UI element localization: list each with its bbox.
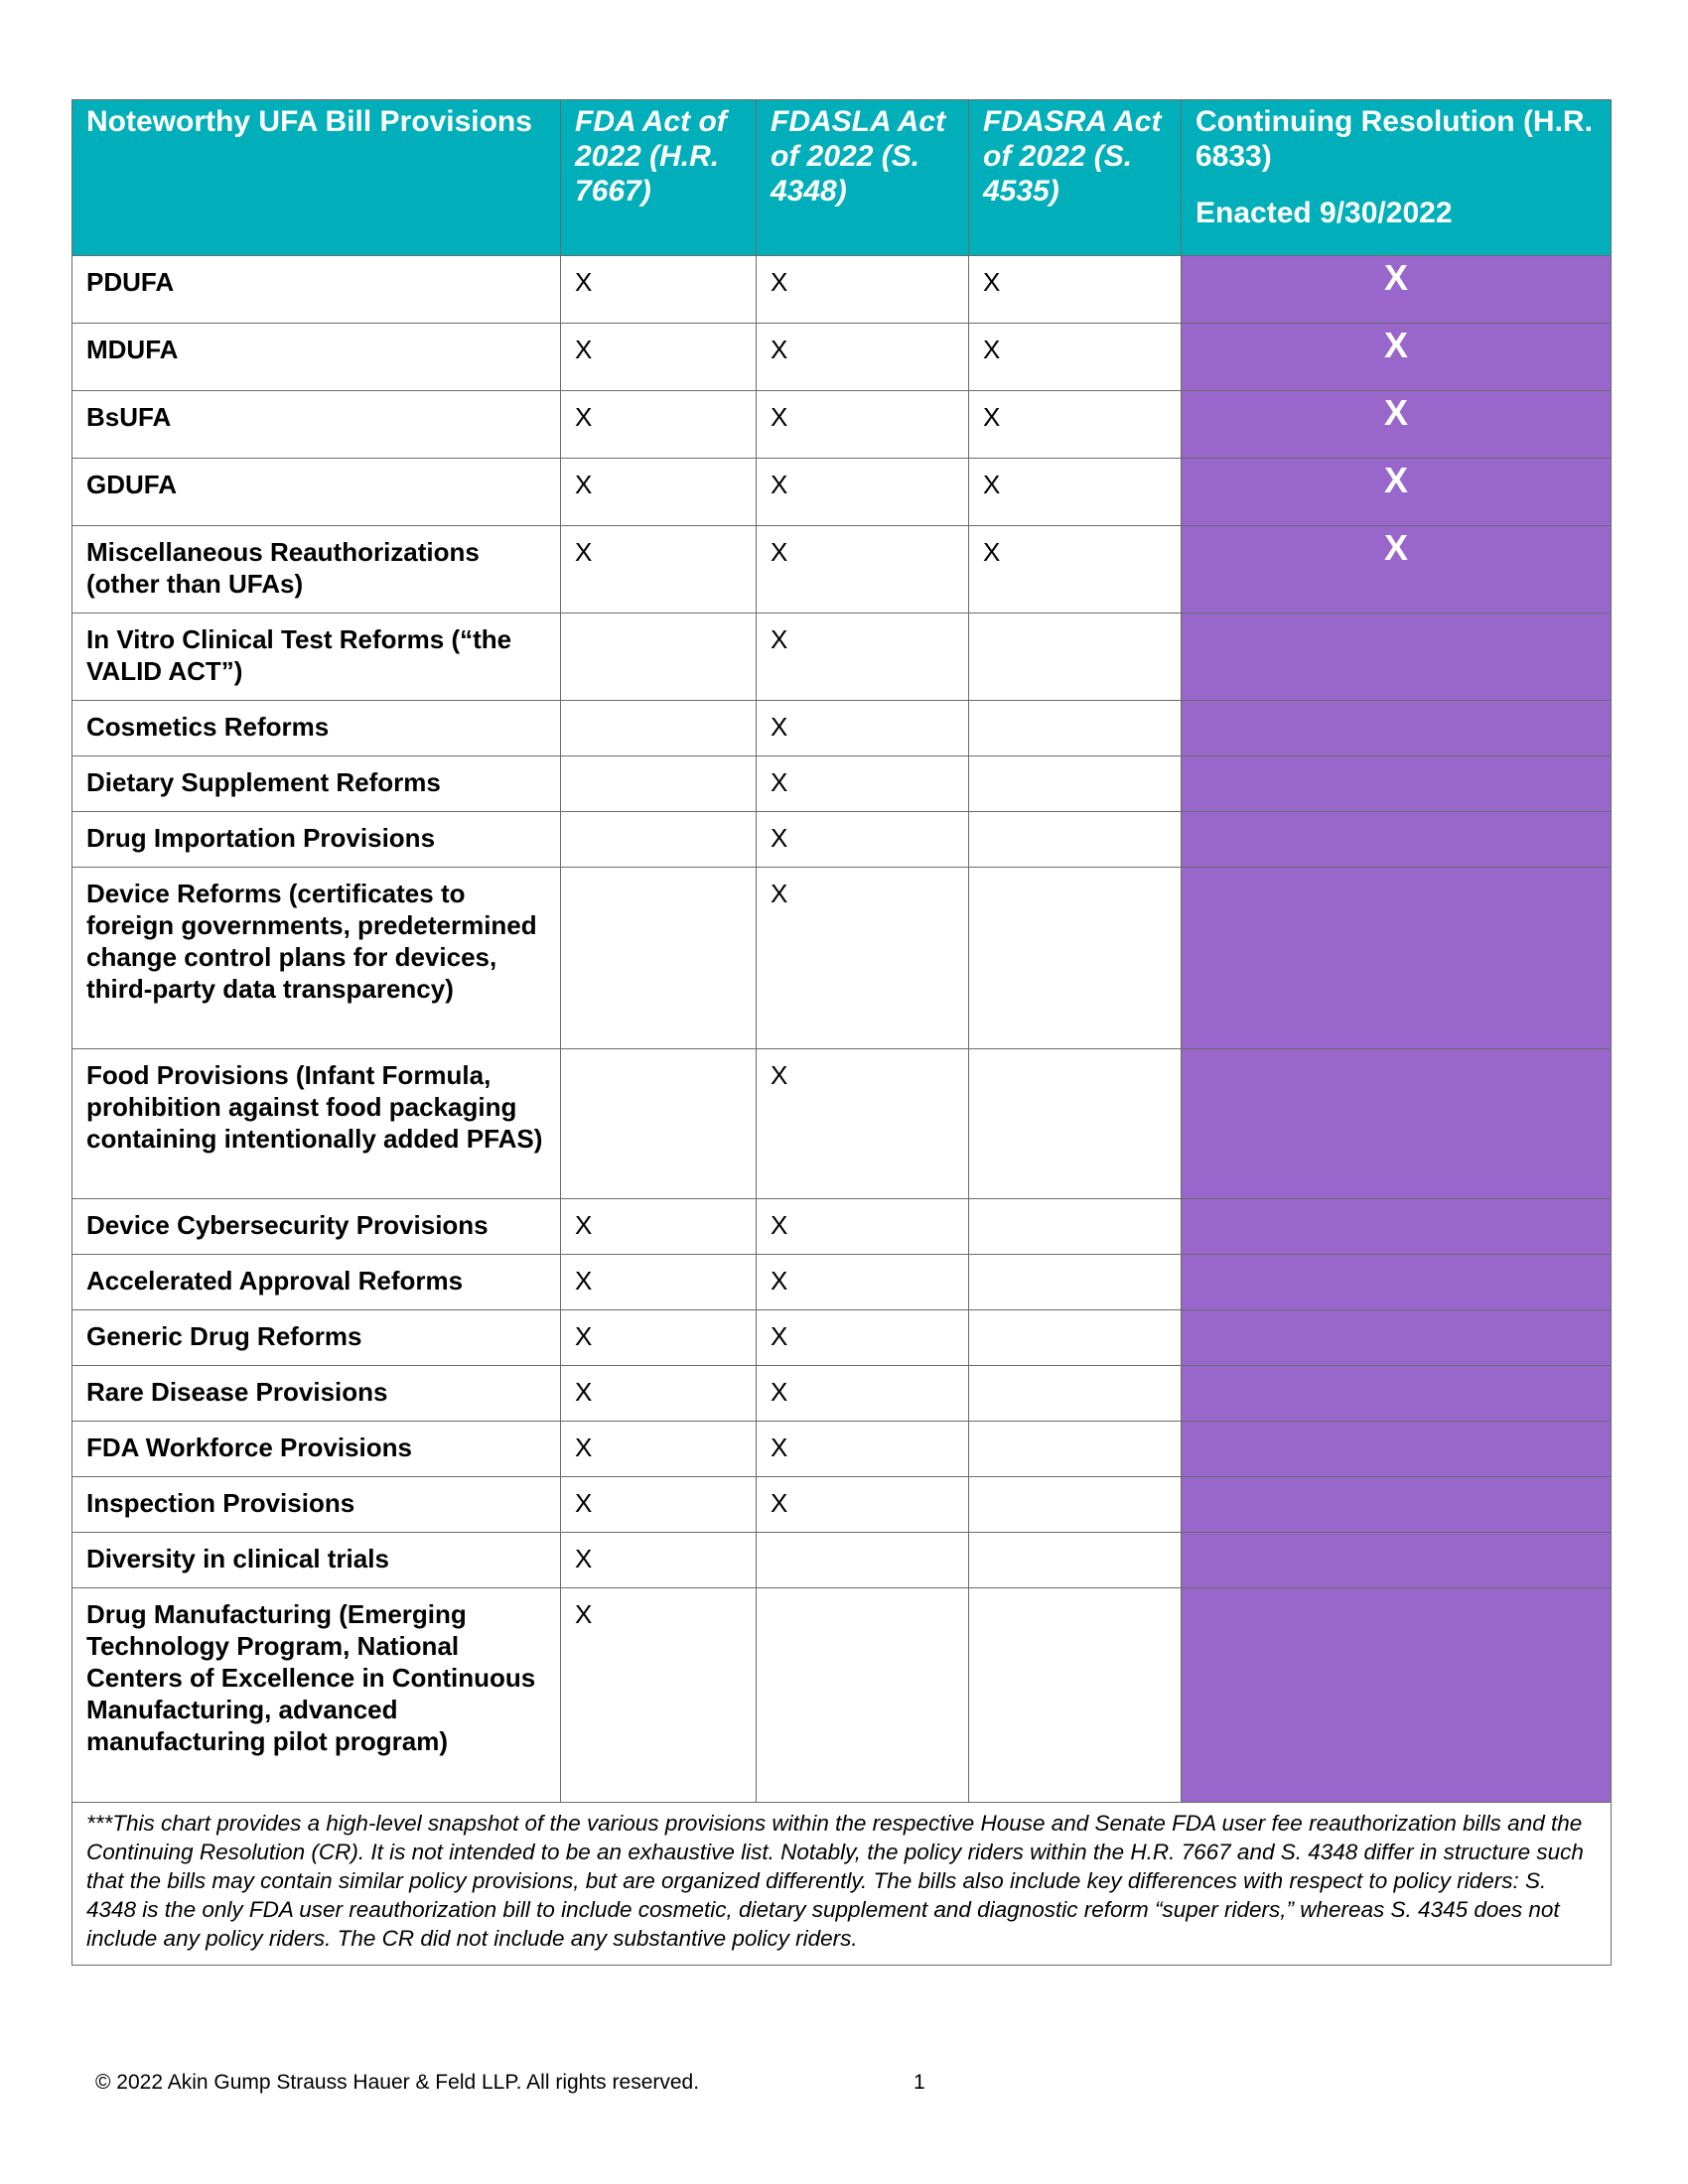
cr-cell	[1182, 1422, 1612, 1477]
cr-cell	[1182, 756, 1612, 812]
s4348-cell: X	[757, 1477, 969, 1533]
provision-cell: Drug Importation Provisions	[72, 812, 561, 868]
table-row	[72, 1199, 1612, 1255]
provision-cell: BsUFA	[72, 391, 561, 459]
s4535-cell	[969, 868, 1182, 1049]
hr7667-cell	[561, 868, 757, 1049]
header-s4535: FDASRA Act of 2022 (S. 4535)	[969, 100, 1182, 256]
header-s4348: FDASLA Act of 2022 (S. 4348)	[757, 100, 969, 256]
table-row	[72, 324, 1612, 391]
header-hr7667: FDA Act of 2022 (H.R. 7667)	[561, 100, 757, 256]
cr-cell	[1182, 1199, 1612, 1255]
s4535-cell	[969, 1049, 1182, 1199]
s4535-cell	[969, 701, 1182, 756]
s4348-cell: X	[757, 756, 969, 812]
hr7667-cell: X	[561, 1422, 757, 1477]
s4348-cell: X	[757, 459, 969, 526]
header-provisions: Noteworthy UFA Bill Provisions	[72, 100, 561, 256]
table-row	[72, 1588, 1612, 1803]
table-row	[72, 391, 1612, 459]
s4348-cell: X	[757, 1255, 969, 1310]
s4535-cell: X	[969, 526, 1182, 614]
s4535-cell	[969, 1255, 1182, 1310]
hr7667-cell	[561, 756, 757, 812]
cr-cell	[1182, 1255, 1612, 1310]
hr7667-cell: X	[561, 391, 757, 459]
provisions-table-container	[71, 99, 1611, 1966]
cr-cell	[1182, 1477, 1612, 1533]
table-row	[72, 868, 1612, 1049]
provision-cell: Food Provisions (Infant Formula, prohibition against food packaging containing intentionally added PFAS)	[72, 1049, 561, 1199]
table-row	[72, 1049, 1612, 1199]
table-row	[72, 812, 1612, 868]
s4535-cell: X	[969, 256, 1182, 324]
table-header-row	[72, 100, 1612, 256]
hr7667-cell: X	[561, 459, 757, 526]
s4348-cell: X	[757, 256, 969, 324]
provision-cell: Diversity in clinical trials	[72, 1533, 561, 1588]
note-row	[72, 1803, 1612, 1966]
s4535-cell	[969, 1422, 1182, 1477]
s4348-cell: X	[757, 868, 969, 1049]
header-cr-enacted: Enacted 9/30/2022	[1196, 197, 1453, 229]
provisions-table	[71, 99, 1612, 1966]
cr-cell	[1182, 1049, 1612, 1199]
hr7667-cell: X	[561, 324, 757, 391]
cr-cell: X	[1182, 324, 1612, 391]
hr7667-cell: X	[561, 1366, 757, 1422]
provision-cell: In Vitro Clinical Test Reforms (“the VALID ACT”)	[72, 614, 561, 701]
s4535-cell	[969, 756, 1182, 812]
copyright-footer: © 2022 Akin Gump Strauss Hauer & Feld LLP. All rights reserved.	[95, 2071, 700, 2094]
table-row	[72, 1366, 1612, 1422]
s4348-cell: X	[757, 1366, 969, 1422]
hr7667-cell	[561, 614, 757, 701]
header-cr-title: Continuing Resolution (H.R. 6833)	[1196, 105, 1593, 173]
s4348-cell: X	[757, 1049, 969, 1199]
hr7667-cell	[561, 1049, 757, 1199]
provision-cell: PDUFA	[72, 256, 561, 324]
s4535-cell	[969, 1366, 1182, 1422]
provision-cell: Miscellaneous Reauthorizations (other than UFAs)	[72, 526, 561, 614]
s4348-cell	[757, 1533, 969, 1588]
s4348-cell: X	[757, 1199, 969, 1255]
header-continuing-resolution	[1182, 100, 1612, 256]
table-row	[72, 1422, 1612, 1477]
cr-cell: X	[1182, 256, 1612, 324]
table-row	[72, 1477, 1612, 1533]
cr-cell: X	[1182, 391, 1612, 459]
provision-cell: MDUFA	[72, 324, 561, 391]
table-row	[72, 756, 1612, 812]
cr-cell	[1182, 1533, 1612, 1588]
s4348-cell: X	[757, 324, 969, 391]
s4348-cell: X	[757, 812, 969, 868]
provision-cell: GDUFA	[72, 459, 561, 526]
cr-cell	[1182, 701, 1612, 756]
cr-cell	[1182, 1366, 1612, 1422]
page-number: 1	[914, 2071, 925, 2094]
cr-cell	[1182, 868, 1612, 1049]
cr-cell: X	[1182, 526, 1612, 614]
provision-cell: Inspection Provisions	[72, 1477, 561, 1533]
hr7667-cell	[561, 701, 757, 756]
cr-cell	[1182, 1310, 1612, 1366]
cr-cell	[1182, 614, 1612, 701]
provision-cell: Rare Disease Provisions	[72, 1366, 561, 1422]
s4535-cell	[969, 1477, 1182, 1533]
table-row	[72, 1255, 1612, 1310]
s4535-cell: X	[969, 391, 1182, 459]
provision-cell: Generic Drug Reforms	[72, 1310, 561, 1366]
s4535-cell	[969, 1533, 1182, 1588]
s4535-cell	[969, 1199, 1182, 1255]
s4535-cell: X	[969, 324, 1182, 391]
cr-cell	[1182, 1588, 1612, 1803]
table-row	[72, 1310, 1612, 1366]
cr-cell	[1182, 812, 1612, 868]
provision-cell: Cosmetics Reforms	[72, 701, 561, 756]
table-footnote: ***This chart provides a high-level snapshot of the various provisions within the respective House and Senate FDA user fee reauthorization bills and the Continuing Resolution (CR). It is not intended to be an exhaustive list. Notably, the policy riders within the H.R. 7667 and S. 4348 differ in structure such that the bills may contain similar policy provisions, but are organized differently. The bills also include key differences with respect to policy riders: S. 4348 is the only FDA user reauthorization bill to include cosmetic, dietary supplement and diagnostic reform “super riders,” whereas S. 4345 does not include any policy riders. The CR did not include any substantive policy riders.	[72, 1803, 1612, 1966]
hr7667-cell: X	[561, 1199, 757, 1255]
s4348-cell: X	[757, 526, 969, 614]
table-row	[72, 526, 1612, 614]
provision-cell: Device Reforms (certificates to foreign governments, predetermined change control plans for devices, third-party data transparency)	[72, 868, 561, 1049]
table-row	[72, 1533, 1612, 1588]
s4348-cell: X	[757, 391, 969, 459]
cr-cell: X	[1182, 459, 1612, 526]
table-row	[72, 459, 1612, 526]
provision-cell: Drug Manufacturing (Emerging Technology Program, National Centers of Excellence in Continuous Manufacturing, advanced manufacturing pilot program)	[72, 1588, 561, 1803]
s4535-cell	[969, 614, 1182, 701]
s4348-cell	[757, 1588, 969, 1803]
hr7667-cell: X	[561, 1533, 757, 1588]
hr7667-cell: X	[561, 1588, 757, 1803]
s4535-cell	[969, 1310, 1182, 1366]
hr7667-cell: X	[561, 1477, 757, 1533]
provision-cell: Device Cybersecurity Provisions	[72, 1199, 561, 1255]
table-row	[72, 614, 1612, 701]
s4348-cell: X	[757, 1422, 969, 1477]
hr7667-cell: X	[561, 526, 757, 614]
s4348-cell: X	[757, 701, 969, 756]
hr7667-cell: X	[561, 1310, 757, 1366]
provision-cell: Accelerated Approval Reforms	[72, 1255, 561, 1310]
s4535-cell	[969, 812, 1182, 868]
provision-cell: Dietary Supplement Reforms	[72, 756, 561, 812]
s4535-cell	[969, 1588, 1182, 1803]
s4535-cell: X	[969, 459, 1182, 526]
s4348-cell: X	[757, 1310, 969, 1366]
table-row	[72, 256, 1612, 324]
table-row	[72, 701, 1612, 756]
hr7667-cell: X	[561, 1255, 757, 1310]
provision-cell: FDA Workforce Provisions	[72, 1422, 561, 1477]
hr7667-cell	[561, 812, 757, 868]
hr7667-cell: X	[561, 256, 757, 324]
s4348-cell: X	[757, 614, 969, 701]
